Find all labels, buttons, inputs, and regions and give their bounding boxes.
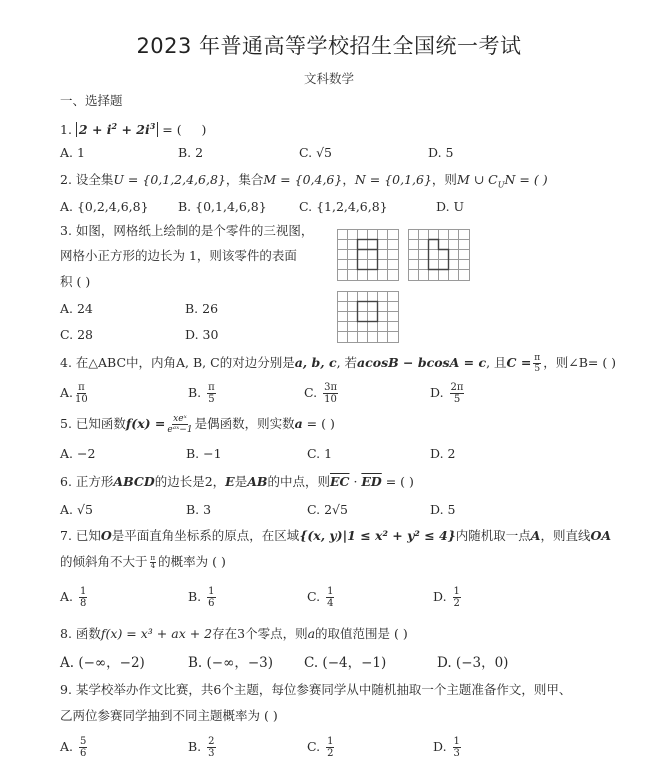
fraction (533, 353, 541, 374)
question-1-option-d[interactable]: D. 5 (428, 145, 454, 160)
denominator: 10 (324, 394, 337, 405)
numerator: 1 (453, 736, 460, 747)
question-5-stem (60, 414, 335, 435)
numerator: 1 (80, 586, 87, 597)
variable: a (307, 626, 316, 641)
question-9-option-a[interactable] (60, 736, 89, 759)
function: f(x) = (125, 416, 166, 431)
question-9-option-d[interactable] (433, 736, 463, 759)
stem-text: ， (342, 172, 355, 187)
stem-text: , 且 (486, 355, 507, 370)
question-5-option-d[interactable]: D. 2 (430, 446, 456, 461)
question-8-option-d[interactable]: D. (−3，0) (437, 655, 509, 671)
fraction (450, 382, 465, 405)
option-label: C. (307, 589, 321, 604)
question-8-option-a[interactable]: A. (−∞，−2) (60, 655, 145, 671)
option-label: B. (188, 739, 202, 754)
option-label: A. (60, 589, 74, 604)
question-7-stem-line-2 (60, 554, 226, 570)
question-1-expression: $2 + i^2 + 2i^3$ (76, 122, 158, 137)
stem-text: 的中点，则 (267, 474, 330, 489)
stem-text: 的倾斜角不大于 (60, 554, 148, 569)
denominator: 5 (453, 394, 461, 405)
question-2-option-a[interactable]: A. {0,2,4,6,8} (60, 199, 149, 214)
fraction (79, 736, 87, 759)
denominator: 2 (327, 748, 334, 759)
front-view-grid (337, 229, 399, 281)
option-label: C. (307, 739, 321, 754)
numerator: 1 (453, 586, 460, 597)
region-set: {(x, y)|1 ≤ x² + y² ≤ 4} (299, 528, 456, 543)
option-label: D. (433, 589, 447, 604)
question-7-option-d[interactable] (433, 586, 463, 609)
denominator: 2 (453, 598, 460, 609)
question-7-stem-line-1 (60, 528, 611, 544)
question-8-option-b[interactable]: B. (−∞，−3) (188, 655, 273, 671)
question-5-option-c[interactable]: C. 1 (307, 446, 333, 461)
fraction (453, 586, 461, 609)
vector-ed: $\overline{ED}$ (361, 474, 382, 489)
exam-subject: 文科数学 (303, 71, 354, 86)
set-u: U = {0,1,2,4,6,8} (113, 172, 226, 187)
stem-text: ，则∠B= ( ) (543, 355, 617, 370)
vector-ec: $\overline{EC}$ (329, 474, 350, 489)
stem-text: 的取值范围是 ( ) (315, 626, 408, 641)
question-7-option-b[interactable] (188, 586, 218, 609)
question-2-option-b[interactable]: B. {0,1,4,6,8} (178, 199, 267, 214)
question-8-stem (60, 626, 408, 642)
question-2-option-c[interactable]: C. {1,2,4,6,8} (299, 199, 388, 214)
question-4-option-d[interactable] (430, 382, 466, 405)
segment-ab: AB (247, 474, 268, 489)
question-1-option-a[interactable]: A. 1 (60, 145, 85, 160)
question-number: 2. (60, 172, 76, 187)
question-6-option-b[interactable]: B. 3 (186, 502, 212, 517)
question-3-stem-line-3: 积 ( ) (60, 274, 91, 289)
line-oa: OA (590, 528, 612, 543)
denominator: 5 (208, 394, 215, 405)
fraction (79, 586, 87, 609)
fraction (167, 414, 192, 435)
stem-text: 5. 已知函数 (60, 416, 126, 431)
fraction (453, 736, 461, 759)
question-3-stem-line-2: 网格小正方形的边长为 1，则该零件的表面 (60, 248, 297, 263)
stem-text: , 若 (336, 355, 358, 370)
question-6-option-a[interactable]: A. √5 (60, 502, 93, 517)
question-3-option-c[interactable]: C. 28 (60, 327, 93, 342)
side-view-grid (408, 229, 470, 281)
set-expression: M ∪ C (456, 172, 498, 187)
question-3-option-a[interactable]: A. 24 (60, 301, 93, 316)
question-number: 1. (60, 122, 76, 138)
denominator: 5 (534, 364, 541, 374)
fraction (326, 586, 334, 609)
numerator: xeˣ (173, 414, 187, 424)
question-3-option-b[interactable]: B. 26 (185, 301, 219, 316)
stem-text: 内随机取一点 (455, 528, 531, 543)
numerator: 1 (327, 586, 334, 597)
question-1-option-b[interactable]: B. 2 (178, 145, 204, 160)
numerator: π (208, 382, 215, 393)
question-1-stem: 1. $2 + i^2 + 2i^3$ = ( ) (60, 121, 207, 138)
option-label: D. (433, 739, 447, 754)
question-9-option-b[interactable] (188, 736, 218, 759)
stem-text: 是偶函数，则实数 (194, 416, 295, 431)
stem-text: 6. 正方形 (60, 474, 114, 489)
variable: a (294, 416, 303, 431)
point-e: E (225, 474, 235, 489)
numerator: 2 (208, 736, 215, 747)
angle-c: C = (506, 355, 532, 370)
question-5-option-a[interactable]: A. −2 (60, 446, 96, 461)
question-9-stem-line-2: 乙两位参赛同学抽到不同主题概率为 ( ) (60, 708, 278, 723)
question-6-option-c[interactable]: C. 2√5 (307, 502, 348, 517)
section-heading: 一、选择题 (60, 93, 123, 108)
question-3-stem-line-1: 3. 如图，网格纸上绘制的是个零件的三视图， (60, 223, 314, 238)
question-9-option-c[interactable] (307, 736, 336, 759)
question-4-option-c[interactable] (304, 382, 340, 405)
option-label: B. (188, 385, 202, 400)
option-label: D. (430, 385, 444, 400)
stem-text: 4. 在△ABC中，内角A, B, C的对边分别是 (60, 355, 295, 370)
numerator: π (78, 382, 85, 393)
point-a: A (530, 528, 541, 543)
question-4-option-b[interactable] (188, 382, 218, 405)
numerator: π (534, 353, 541, 363)
stem-text: 是平面直角坐标系的原点，在区域 (111, 528, 300, 543)
stem-text: = ( ) (302, 416, 335, 431)
denominator: eᵃˣ−1 (167, 425, 193, 435)
numerator: 3π (324, 382, 338, 393)
option-label: B. (188, 589, 202, 604)
denominator: 3 (453, 748, 460, 759)
stem-text: 的概率为 ( ) (158, 554, 226, 569)
question-5-option-b[interactable]: B. −1 (186, 446, 222, 461)
denominator: 6 (80, 748, 87, 759)
equation: acosB − bcosA = c (357, 355, 487, 370)
dot-operator: · (349, 474, 362, 489)
question-4-option-a[interactable] (60, 382, 90, 405)
fraction (207, 586, 215, 609)
question-2-stem (60, 172, 548, 194)
question-8-option-c[interactable]: C. (−4，−1) (304, 655, 387, 671)
option-label: A. (60, 385, 74, 400)
question-7-option-c[interactable] (307, 586, 336, 609)
denominator: 10 (75, 394, 88, 405)
set-n: N = {0,1,6} (354, 172, 432, 187)
exam-title: 2023 年普通高等学校招生全国统一考试 (136, 34, 522, 58)
question-1-option-c[interactable]: C. √5 (299, 145, 332, 160)
stem-text: 7. 已知 (60, 528, 101, 543)
option-label: A. (60, 739, 74, 754)
fraction (326, 736, 334, 759)
stem-text: 8. 函数 (60, 626, 101, 641)
top-view-grid (337, 291, 399, 343)
function: f(x) = x³ + ax + 2 (100, 626, 213, 641)
fraction (150, 555, 157, 570)
subscript: U (497, 180, 505, 190)
numerator: 5 (80, 736, 87, 747)
fraction (323, 382, 338, 405)
denominator: 3 (208, 748, 215, 759)
question-4-stem (60, 353, 616, 374)
set-m: M = {0,4,6} (263, 172, 343, 187)
option-label: C. (304, 385, 318, 400)
denominator: 6 (208, 598, 215, 609)
numerator: 1 (208, 586, 215, 597)
stem-text: ，则直线 (540, 528, 591, 543)
stem-text: ，则 (431, 172, 457, 187)
numerator: 1 (327, 736, 334, 747)
stem-text: 设全集 (75, 172, 114, 187)
fraction (207, 382, 216, 405)
question-9-stem-line-1: 9. 某学校举办作文比赛，共6个主题，每位参赛同学从中随机抽取一个主题准备作文，则甲、 (60, 682, 572, 697)
question-6-option-d[interactable]: D. 5 (430, 502, 456, 517)
denominator: 4 (327, 598, 334, 609)
denominator: 8 (80, 598, 87, 609)
numerator: 2π (450, 382, 464, 393)
stem-text: N = ( ) (504, 172, 548, 187)
question-6-stem (60, 474, 414, 490)
stem-text: = ( ) (381, 474, 414, 489)
fraction (207, 736, 215, 759)
stem-text: 存在3个零点，则 (212, 626, 308, 641)
denominator: 4 (150, 562, 156, 570)
question-2-option-d[interactable]: D. U (436, 199, 465, 214)
stem-text: ，集合 (225, 172, 264, 187)
square-name: ABCD (113, 474, 155, 489)
question-3-option-d[interactable]: D. 30 (185, 327, 219, 342)
stem-text: 是 (234, 474, 248, 489)
side-variables: a, b, c (294, 355, 337, 370)
numerator: π (150, 554, 156, 562)
question-7-option-a[interactable] (60, 586, 89, 609)
origin-o: O (100, 528, 112, 543)
fraction (75, 382, 88, 405)
stem-text: 的边长是2， (154, 474, 226, 489)
